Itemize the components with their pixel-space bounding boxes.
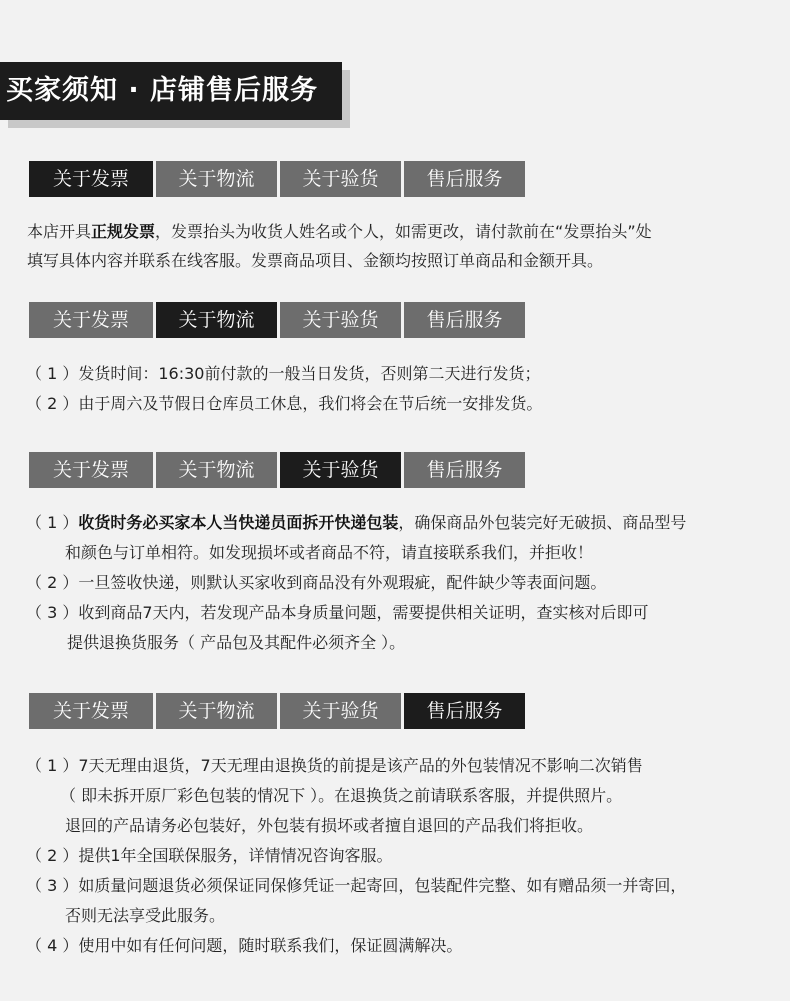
inspection-item-1-cont: 和颜色与订单相符。如发现损坏或者商品不符，请直接联系我们，并拒收！ bbox=[65, 543, 594, 562]
tab-aftersale[interactable]: 售后服务 bbox=[401, 302, 525, 338]
aftersale-item-4: （ 4 ）使用中如有任何问题，随时联系我们，保证圆满解决。 bbox=[26, 936, 463, 955]
page-banner bbox=[0, 62, 350, 129]
invoice-line-1 bbox=[27, 217, 652, 247]
aftersale-item-1-cont-2: 退回的产品请务必包装好，外包装有损坏或者擅自退回的产品我们将拒收。 bbox=[65, 816, 594, 835]
logistics-item-1: （ 1 ）发货时间：16:30前付款的一般当日发货，否则第二天进行发货； bbox=[26, 364, 541, 383]
item-number: （ 1 ） bbox=[26, 513, 79, 532]
tab-aftersale[interactable]: 售后服务 bbox=[401, 693, 525, 729]
tab-invoice[interactable]: 关于发票 bbox=[29, 161, 153, 197]
inspection-item-3: （ 3 ）收到商品7天内，若发现产品本身质量问题，需要提供相关证明，查实核对后即可 bbox=[26, 603, 649, 622]
aftersale-item-3: （ 3 ）如质量问题退货必须保证同保修凭证一起寄回，包装配件完整、如有赠品须一并寄回， bbox=[26, 876, 687, 895]
aftersale-item-3-cont: 否则无法享受此服务。 bbox=[65, 906, 226, 925]
tab-invoice[interactable]: 关于发票 bbox=[29, 302, 153, 338]
tab-bar-inspection bbox=[29, 452, 525, 488]
invoice-line-2: 填写具体内容并联系在线客服。发票商品项目、金额均按照订单商品和金额开具。 bbox=[27, 251, 604, 270]
page-title: 买家须知 · 店铺售后服务 bbox=[0, 62, 342, 120]
tab-inspection[interactable]: 关于验货 bbox=[277, 452, 401, 488]
inspection-bold-text: 收货时务必买家本人当快递员面拆开快递包装 bbox=[78, 513, 399, 532]
inspection-item-3-cont: 提供退换货服务（ 产品包及其配件必须齐全 ）。 bbox=[67, 633, 406, 652]
invoice-text: ，发票抬头为收货人姓名或个人，如需更改，请付款前在“发票抬头”处 bbox=[155, 222, 652, 241]
tab-bar-logistics bbox=[29, 302, 525, 338]
aftersale-item-2: （ 2 ）提供1年全国联保服务，详情情况咨询客服。 bbox=[26, 846, 393, 865]
tab-invoice[interactable]: 关于发票 bbox=[29, 452, 153, 488]
tab-logistics[interactable]: 关于物流 bbox=[153, 452, 277, 488]
tab-bar-invoice bbox=[29, 161, 525, 197]
tab-aftersale[interactable]: 售后服务 bbox=[401, 161, 525, 197]
invoice-bold-text: 正规发票 bbox=[91, 222, 156, 241]
invoice-text: 本店开具 bbox=[27, 222, 92, 241]
tab-inspection[interactable]: 关于验货 bbox=[277, 693, 401, 729]
tab-aftersale[interactable]: 售后服务 bbox=[401, 452, 525, 488]
inspection-text: ，确保商品外包装完好无破损、商品型号 bbox=[398, 513, 687, 532]
tab-logistics[interactable]: 关于物流 bbox=[153, 693, 277, 729]
tab-inspection[interactable]: 关于验货 bbox=[277, 302, 401, 338]
tab-invoice[interactable]: 关于发票 bbox=[29, 693, 153, 729]
logistics-item-2: （ 2 ）由于周六及节假日仓库员工休息，我们将会在节后统一安排发货。 bbox=[26, 394, 543, 413]
tab-inspection[interactable]: 关于验货 bbox=[277, 161, 401, 197]
tab-logistics[interactable]: 关于物流 bbox=[153, 302, 277, 338]
inspection-item-1 bbox=[26, 508, 686, 538]
inspection-item-2: （ 2 ）一旦签收快递，则默认买家收到商品没有外观瑕疵，配件缺少等表面问题。 bbox=[26, 573, 607, 592]
tab-bar-aftersale bbox=[29, 693, 525, 729]
aftersale-item-1-cont-1: （ 即未拆开原厂彩色包装的情况下 ）。在退换货之前请联系客服，并提供照片。 bbox=[60, 786, 623, 805]
tab-logistics[interactable]: 关于物流 bbox=[153, 161, 277, 197]
aftersale-item-1: （ 1 ）7天无理由退货，7天无理由退换货的前提是该产品的外包装情况不影响二次销售 bbox=[26, 756, 643, 775]
